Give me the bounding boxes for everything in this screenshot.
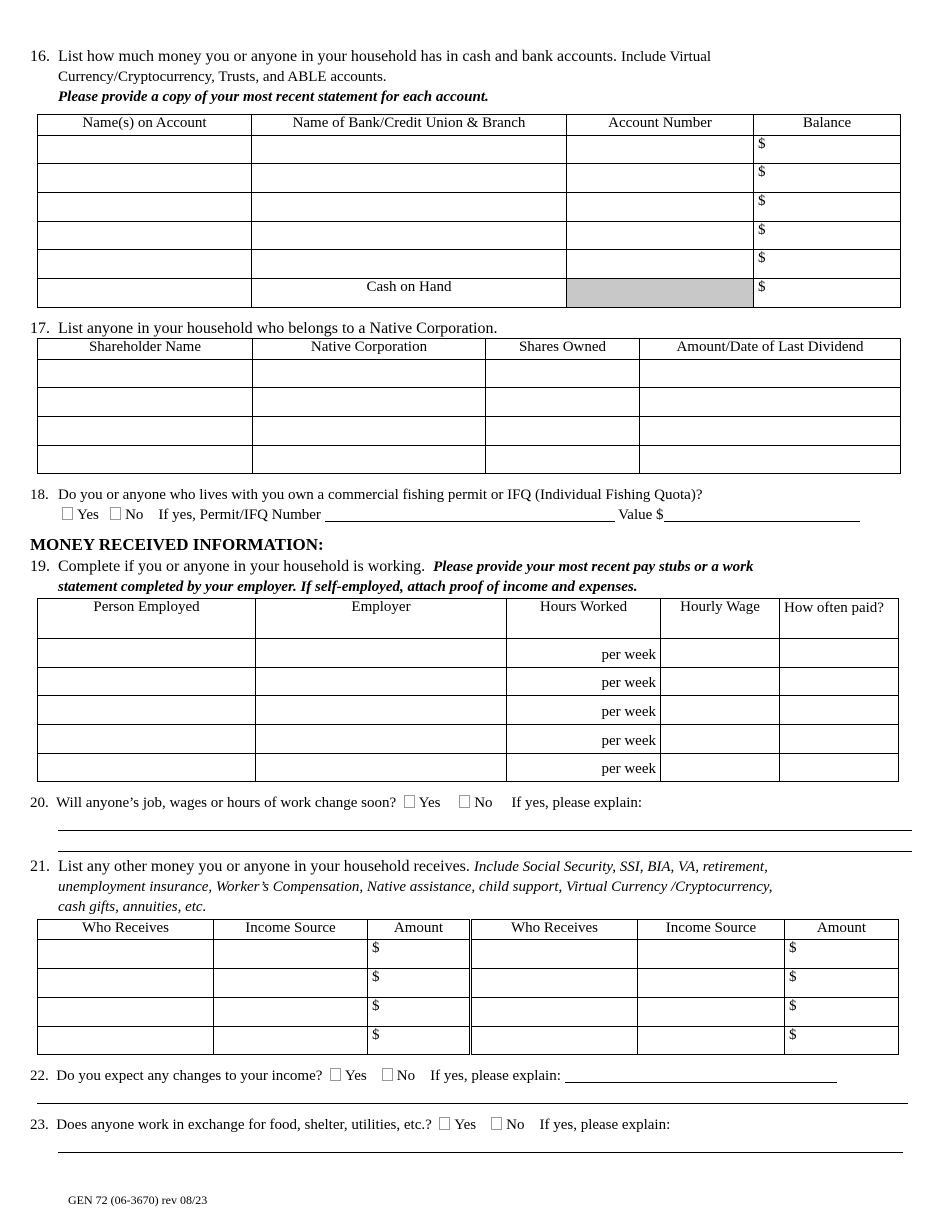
currency-symbol: $ — [758, 164, 766, 180]
column-header: Amount — [785, 920, 899, 940]
currency-symbol: $ — [789, 998, 797, 1014]
hours-cell[interactable] — [507, 668, 661, 696]
column-header: Who Receives — [38, 920, 214, 940]
currency-symbol: $ — [372, 969, 380, 985]
question-text: Will anyone’s job, wages or hours of work change soon? — [55, 795, 397, 811]
name-cell[interactable] — [38, 193, 252, 222]
yes-checkbox[interactable] — [404, 795, 415, 808]
column-header: Who Receives — [471, 920, 638, 940]
table-cell[interactable] — [256, 696, 507, 725]
per-week-label: per week — [601, 647, 656, 663]
currency-symbol: $ — [372, 1027, 380, 1043]
account-number-cell[interactable] — [567, 222, 754, 250]
explain-label: If yes, please explain: — [430, 1068, 561, 1084]
table-cell[interactable] — [253, 360, 486, 388]
currency-symbol: $ — [758, 193, 766, 209]
column-header: Name of Bank/Credit Union & Branch — [252, 115, 567, 136]
no-label: No — [506, 1117, 525, 1133]
yes-label: Yes — [344, 1068, 367, 1084]
table-cell[interactable] — [214, 1027, 368, 1055]
value-label: Value $ — [618, 507, 664, 523]
currency-symbol: $ — [789, 969, 797, 985]
table-row — [38, 1027, 899, 1055]
question-note-line2: Currency/Cryptocurrency, Trusts, and ABLE accounts. — [58, 69, 387, 85]
column-header: Shareholder Name — [38, 339, 253, 360]
question-21 — [30, 857, 935, 917]
question-20 — [30, 793, 930, 813]
question-instruction: Please provide your most recent pay stubs or a work — [433, 559, 754, 575]
column-header: Hourly Wage — [661, 599, 780, 639]
table-cell[interactable] — [38, 940, 214, 969]
amount-cell[interactable] — [368, 940, 471, 969]
table-row — [38, 969, 899, 998]
table-cell[interactable] — [640, 388, 901, 417]
column-header: Name(s) on Account — [38, 115, 252, 136]
table-cell[interactable] — [38, 998, 214, 1027]
account-number-cell[interactable] — [567, 136, 754, 164]
amount-cell[interactable] — [368, 998, 471, 1027]
table-header-row — [38, 339, 901, 360]
yes-label: Yes — [77, 507, 99, 523]
table-header-row — [38, 115, 901, 136]
table-cell[interactable] — [638, 998, 785, 1027]
table-cell[interactable] — [661, 696, 780, 725]
column-header: Amount — [368, 920, 471, 940]
table-cell[interactable] — [38, 388, 253, 417]
table-cell[interactable] — [38, 446, 253, 474]
table-cell[interactable] — [486, 417, 640, 446]
yes-checkbox[interactable] — [330, 1068, 341, 1081]
table-cell[interactable] — [38, 696, 256, 725]
table-row — [38, 417, 901, 446]
column-header: How often paid? — [780, 599, 899, 639]
table-cell[interactable] — [661, 668, 780, 696]
table-cell[interactable] — [38, 360, 253, 388]
question-text: List any other money you or anyone in your household receives. — [58, 858, 470, 875]
permit-label: If yes, Permit/IFQ Number — [158, 507, 321, 523]
table-cell[interactable] — [256, 668, 507, 696]
bank-cell[interactable] — [252, 193, 567, 222]
no-checkbox[interactable] — [491, 1117, 502, 1130]
name-cell[interactable] — [38, 136, 252, 164]
column-header: Account Number — [567, 115, 754, 136]
question-note: Include Social Security, SSI, BIA, VA, retirement, — [473, 859, 768, 875]
amount-cell[interactable] — [785, 969, 899, 998]
column-header: Balance — [754, 115, 901, 136]
bank-cell[interactable] — [252, 164, 567, 193]
question-number: 19. — [30, 558, 50, 575]
table-row — [38, 250, 901, 279]
table-cell[interactable] — [640, 446, 901, 474]
question-number: 17. — [30, 320, 50, 337]
explain-label: If yes, please explain: — [511, 795, 643, 811]
question-instruction-line2: statement completed by your employer. If self-employed, attach proof of income and expenses. — [58, 579, 638, 595]
amount-cell[interactable] — [368, 1027, 471, 1055]
name-cell[interactable] — [38, 250, 252, 279]
amount-cell[interactable] — [368, 969, 471, 998]
hours-cell[interactable] — [507, 754, 661, 782]
per-week-label: per week — [601, 675, 656, 691]
table-cell[interactable] — [471, 998, 638, 1027]
table-cell[interactable] — [638, 940, 785, 969]
currency-symbol: $ — [758, 279, 766, 295]
amount-cell[interactable] — [785, 940, 899, 969]
question-note-line2: unemployment insurance, Worker’s Compensation, Native assistance, child support, Virtual Currency /Cryptocurrency, — [58, 879, 773, 895]
balance-cell[interactable] — [754, 164, 901, 193]
explain-line[interactable] — [58, 830, 912, 831]
bank-accounts-table — [37, 114, 901, 308]
table-cell[interactable] — [214, 998, 368, 1027]
amount-cell[interactable] — [785, 1027, 899, 1055]
table-cell[interactable] — [214, 940, 368, 969]
table-cell[interactable] — [640, 417, 901, 446]
balance-cell[interactable] — [754, 222, 901, 250]
table-cell[interactable] — [38, 725, 256, 754]
section-heading: MONEY RECEIVED INFORMATION: — [30, 535, 324, 554]
table-row — [38, 754, 899, 782]
table-row — [38, 388, 901, 417]
question-text: Do you expect any changes to your income? — [56, 1068, 323, 1084]
question-text: Complete if you or anyone in your household is working. — [58, 558, 426, 575]
no-label: No — [474, 795, 493, 811]
table-header-row — [38, 920, 899, 940]
no-checkbox[interactable] — [459, 795, 470, 808]
column-header: Income Source — [214, 920, 368, 940]
question-23 — [30, 1115, 930, 1135]
table-cell[interactable] — [253, 446, 486, 474]
table-row — [38, 360, 901, 388]
question-number: 21. — [30, 858, 50, 875]
value-field[interactable] — [664, 507, 860, 522]
table-row — [38, 164, 901, 193]
permit-number-field[interactable] — [325, 507, 615, 522]
native-corporation-table — [37, 338, 901, 474]
question-note: Include Virtual — [621, 49, 712, 65]
question-text: Do you or anyone who lives with you own a commercial fishing permit or IFQ (Individual Fishing Quota)? — [58, 487, 703, 503]
explain-field[interactable] — [565, 1068, 837, 1083]
bank-cell[interactable] — [252, 136, 567, 164]
table-row — [38, 940, 899, 969]
table-cell[interactable] — [253, 417, 486, 446]
currency-symbol: $ — [372, 940, 380, 956]
table-cell[interactable] — [780, 696, 899, 725]
other-income-table — [37, 919, 899, 1055]
question-16 — [30, 47, 930, 107]
yes-label: Yes — [418, 795, 441, 811]
table-cell[interactable] — [38, 1027, 214, 1055]
column-header: Amount/Date of Last Dividend — [640, 339, 901, 360]
question-number: 18. — [30, 487, 49, 503]
column-header: Employer — [256, 599, 507, 639]
no-label: No — [125, 507, 144, 523]
table-cell[interactable] — [486, 388, 640, 417]
cash-on-hand-label: Cash on Hand — [252, 279, 567, 308]
bank-cell[interactable] — [252, 250, 567, 279]
table-row — [38, 998, 899, 1027]
column-header: Person Employed — [38, 599, 256, 639]
table-cell[interactable] — [780, 639, 899, 668]
table-cell[interactable] — [471, 940, 638, 969]
table-cell[interactable] — [471, 1027, 638, 1055]
table-cell[interactable] — [38, 969, 214, 998]
hours-cell[interactable] — [507, 696, 661, 725]
per-week-label: per week — [601, 761, 656, 777]
shaded-cell — [567, 279, 754, 308]
table-cell[interactable] — [214, 969, 368, 998]
table-header-row — [38, 599, 899, 639]
no-label: No — [396, 1068, 416, 1084]
question-text: List how much money you or anyone in your household has in cash and bank accounts. — [58, 48, 617, 65]
table-cell[interactable] — [661, 639, 780, 668]
table-cell[interactable] — [780, 725, 899, 754]
question-number: 16. — [30, 48, 50, 65]
balance-cell[interactable] — [754, 136, 901, 164]
name-cell[interactable] — [38, 222, 252, 250]
column-header: Shares Owned — [486, 339, 640, 360]
table-row — [38, 446, 901, 474]
explain-line[interactable] — [58, 851, 912, 852]
table-row — [38, 639, 899, 668]
table-cell[interactable] — [256, 725, 507, 754]
column-header: Income Source — [638, 920, 785, 940]
question-18-answer — [62, 505, 932, 525]
column-header: Hours Worked — [507, 599, 661, 639]
table-cell[interactable] — [38, 754, 256, 782]
name-cell[interactable] — [38, 164, 252, 193]
yes-label: Yes — [454, 1117, 477, 1133]
question-number: 20. — [30, 795, 49, 811]
question-22 — [30, 1066, 930, 1086]
table-cell[interactable] — [38, 639, 256, 668]
table-cell[interactable] — [486, 360, 640, 388]
question-18 — [30, 485, 930, 505]
no-checkbox[interactable] — [110, 507, 121, 520]
currency-symbol: $ — [758, 250, 766, 266]
question-number: 23. — [30, 1117, 49, 1133]
question-19 — [30, 557, 930, 597]
currency-symbol: $ — [758, 222, 766, 238]
no-checkbox[interactable] — [382, 1068, 393, 1081]
table-cell[interactable] — [780, 754, 899, 782]
table-cell[interactable] — [640, 360, 901, 388]
account-number-cell[interactable] — [567, 193, 754, 222]
bank-cell[interactable] — [252, 222, 567, 250]
form-number: GEN 72 (06-3670) rev 08/23 — [68, 1193, 208, 1207]
currency-symbol: $ — [789, 940, 797, 956]
table-cell[interactable] — [253, 388, 486, 417]
balance-cell[interactable] — [754, 279, 901, 308]
table-cell[interactable] — [256, 754, 507, 782]
column-header: Native Corporation — [253, 339, 486, 360]
table-cell[interactable] — [661, 754, 780, 782]
explain-label: If yes, please explain: — [539, 1117, 671, 1133]
amount-cell[interactable] — [785, 998, 899, 1027]
table-cell[interactable] — [486, 446, 640, 474]
table-cell[interactable] — [661, 725, 780, 754]
hours-cell[interactable] — [507, 725, 661, 754]
question-17 — [30, 319, 930, 339]
currency-symbol: $ — [372, 998, 380, 1014]
name-cell[interactable] — [38, 279, 252, 308]
table-cell[interactable] — [38, 668, 256, 696]
table-row — [38, 725, 899, 754]
table-cell[interactable] — [638, 1027, 785, 1055]
table-row — [38, 136, 901, 164]
explain-line[interactable] — [37, 1103, 908, 1104]
table-cell[interactable] — [38, 417, 253, 446]
table-row — [38, 696, 899, 725]
table-cell[interactable] — [471, 969, 638, 998]
table-row — [38, 193, 901, 222]
hours-cell[interactable] — [507, 639, 661, 668]
employment-table — [37, 598, 899, 782]
question-text: Does anyone work in exchange for food, shelter, utilities, etc.? — [56, 1117, 432, 1133]
yes-checkbox[interactable] — [62, 507, 73, 520]
balance-cell[interactable] — [754, 250, 901, 279]
table-row — [38, 668, 899, 696]
question-number: 22. — [30, 1068, 49, 1084]
per-week-label: per week — [601, 733, 656, 749]
table-cell[interactable] — [780, 668, 899, 696]
currency-symbol: $ — [789, 1027, 797, 1043]
table-cell[interactable] — [256, 639, 507, 668]
table-row — [38, 222, 901, 250]
currency-symbol: $ — [758, 136, 766, 152]
account-number-cell[interactable] — [567, 164, 754, 193]
table-cell[interactable] — [638, 969, 785, 998]
question-instruction: Please provide a copy of your most recent statement for each account. — [58, 89, 489, 105]
balance-cell[interactable] — [754, 193, 901, 222]
question-note-line3: cash gifts, annuities, etc. — [58, 899, 207, 915]
yes-checkbox[interactable] — [439, 1117, 450, 1130]
per-week-label: per week — [601, 704, 656, 720]
account-number-cell[interactable] — [567, 250, 754, 279]
cash-on-hand-row — [38, 279, 901, 308]
question-text: List anyone in your household who belongs to a Native Corporation. — [58, 320, 498, 337]
explain-line[interactable] — [58, 1152, 903, 1153]
